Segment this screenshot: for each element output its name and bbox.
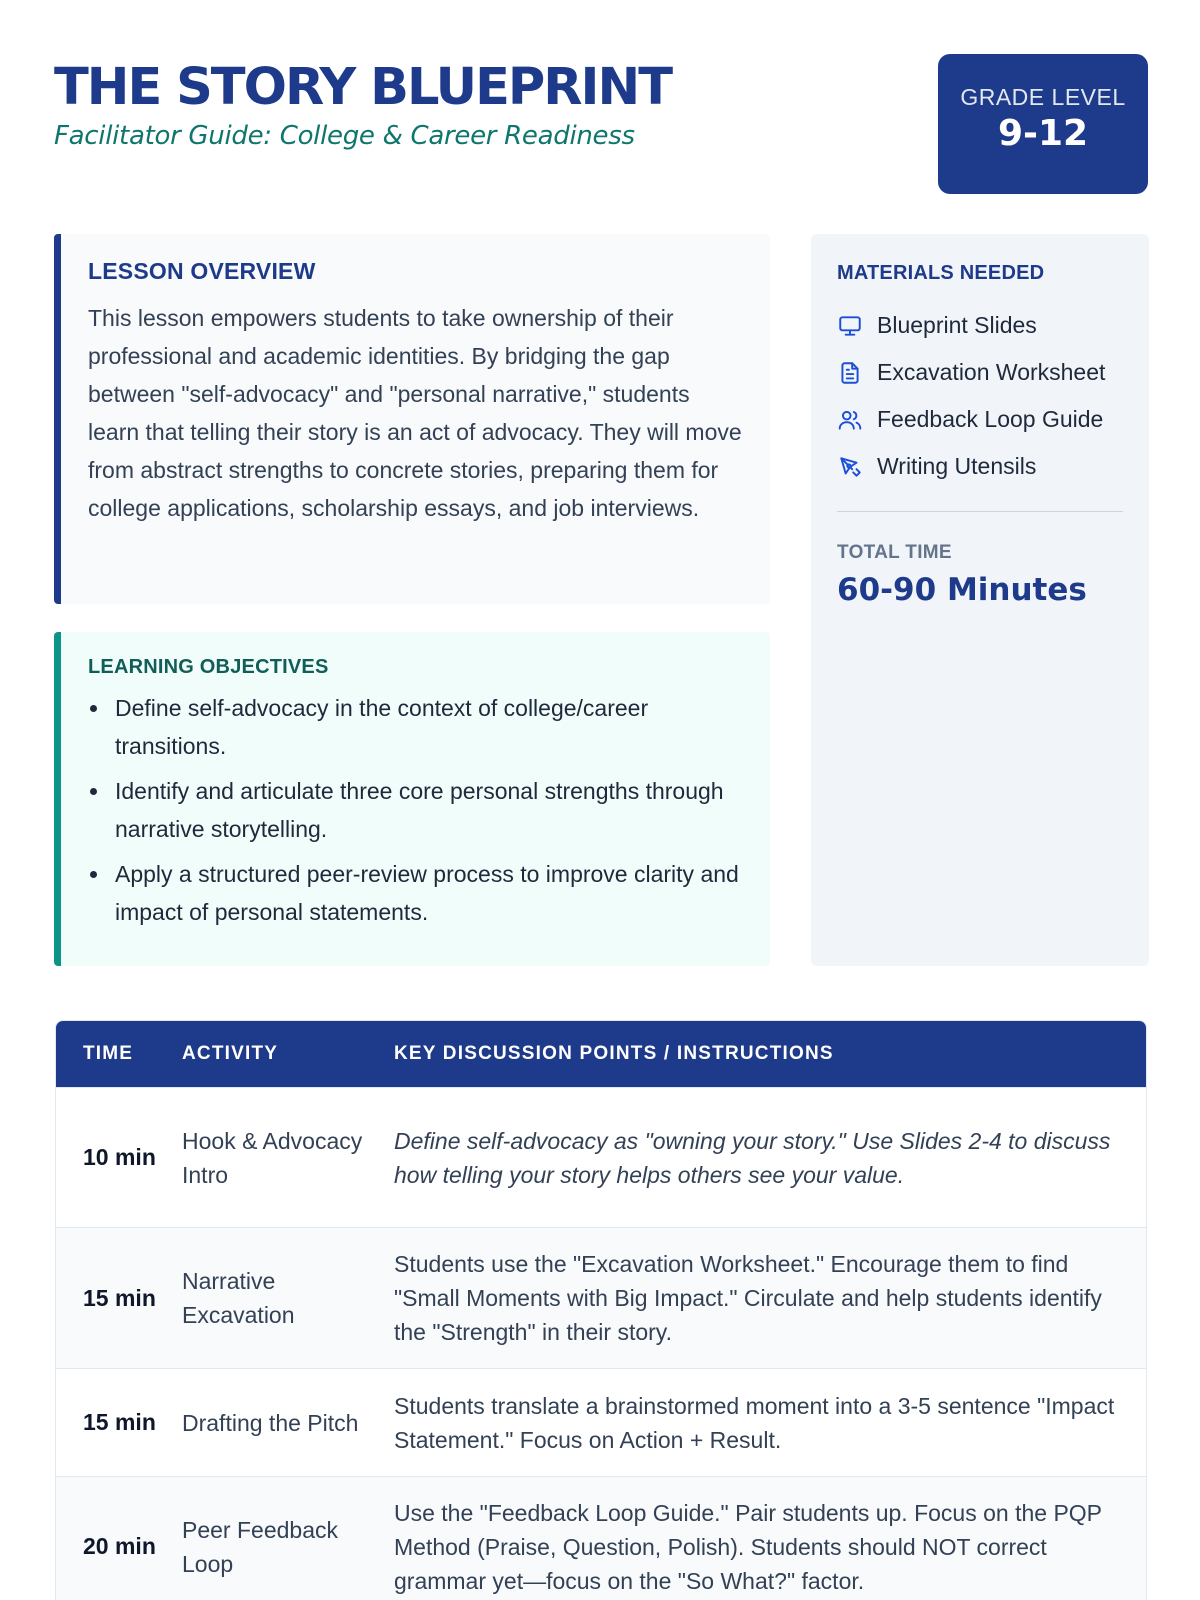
page-title: THE STORY BLUEPRINT xyxy=(54,58,672,117)
objective-item: Identify and articulate three core personal strengths through narrative storytelling. xyxy=(88,772,742,848)
row-time: 20 min xyxy=(83,1533,156,1559)
header-instructions: KEY DISCUSSION POINTS / INSTRUCTIONS xyxy=(394,1043,834,1064)
material-item xyxy=(837,403,1123,436)
objective-item: Apply a structured peer-review process to improve clarity and impact of personal statements. xyxy=(88,855,742,931)
objective-item: Define self-advocacy in the context of college/career transitions. xyxy=(88,689,742,765)
row-activity: Drafting the Pitch xyxy=(182,1409,359,1436)
material-label: Feedback Loop Guide xyxy=(877,406,1104,432)
table-row xyxy=(56,1368,1146,1476)
row-activity: Peer Feedback Loop xyxy=(182,1516,338,1577)
material-item xyxy=(837,309,1123,342)
header-activity: ACTIVITY xyxy=(182,1043,279,1064)
material-item xyxy=(837,356,1123,389)
table-row xyxy=(56,1227,1146,1368)
row-activity: Hook & Advocacy Intro xyxy=(182,1127,363,1188)
materials-list xyxy=(837,309,1123,483)
material-item xyxy=(837,450,1123,483)
materials-divider xyxy=(837,511,1123,512)
lesson-overview-heading: LESSON OVERVIEW xyxy=(88,258,316,284)
table-row xyxy=(56,1087,1146,1227)
row-instructions: Students translate a brainstormed moment into a 3-5 sentence "Impact Statement." Focus on Action + Result. xyxy=(394,1392,1115,1453)
row-instructions: Define self-advocacy as "owning your story." Use Slides 2-4 to discuss how telling your story helps others see your value. xyxy=(394,1127,1111,1188)
material-label: Excavation Worksheet xyxy=(877,359,1106,385)
row-instructions: Students use the "Excavation Worksheet." Encourage them to find "Small Moments with Big Impact." Circulate and help students identify the "Strength" in their story. xyxy=(394,1251,1102,1345)
grade-level-label: GRADE LEVEL xyxy=(960,84,1126,110)
grade-level-badge xyxy=(938,54,1148,194)
learning-objectives-heading: LEARNING OBJECTIVES xyxy=(88,656,329,678)
page-header xyxy=(54,56,1148,196)
material-label: Blueprint Slides xyxy=(877,312,1037,338)
monitor-icon xyxy=(837,313,863,339)
lesson-overview-text: This lesson empowers students to take ownership of their professional and academic identities. By bridging the gap between "self-advocacy" and "personal narrative," students learn that telling their story is an act of advocacy. They will move from abstract strengths to concrete stories, preparing them for college applications, scholarship essays, and job interviews. xyxy=(88,305,742,521)
materials-heading: MATERIALS NEEDED xyxy=(837,262,1045,284)
pen-icon xyxy=(837,454,863,480)
objectives-list xyxy=(88,689,742,931)
schedule-table xyxy=(55,1020,1147,1600)
row-time: 10 min xyxy=(83,1144,156,1170)
page-subtitle: Facilitator Guide: College & Career Readiness xyxy=(54,121,635,151)
grade-level-value: 9-12 xyxy=(997,113,1089,154)
lesson-overview-card xyxy=(54,234,770,604)
users-icon xyxy=(837,407,863,433)
row-instructions: Use the "Feedback Loop Guide." Pair students up. Focus on the PQP Method (Praise, Question, Polish). Students should NOT correct grammar yet—focus on the "So What?" factor. xyxy=(394,1499,1102,1594)
row-time: 15 min xyxy=(83,1284,156,1311)
table-row xyxy=(56,1476,1146,1600)
schedule-table-header xyxy=(56,1021,1146,1087)
materials-sidebar xyxy=(811,234,1149,966)
learning-objectives-card xyxy=(54,632,770,966)
material-label: Writing Utensils xyxy=(877,453,1037,479)
row-time: 15 min xyxy=(83,1409,156,1435)
document-icon xyxy=(837,360,863,386)
header-time: TIME xyxy=(83,1043,134,1064)
total-time-label: TOTAL TIME xyxy=(837,542,952,563)
total-time-value: 60-90 Minutes xyxy=(837,572,1087,608)
row-activity: Narrative Excavation xyxy=(182,1268,295,1328)
